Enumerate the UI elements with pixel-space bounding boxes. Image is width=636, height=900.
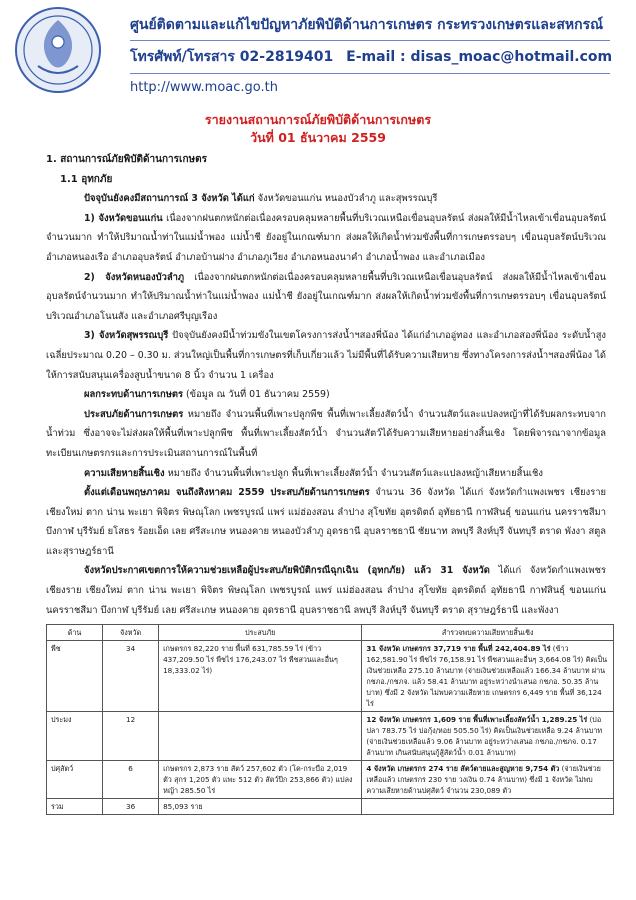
affected-provinces: ตั้งแต่เดือนพฤษภาคม จนถึงสิงหาคม 2559 ประสบภัยด้านการเกษตร จำนวน 36 จังหวัด ได้แก่ จังหวัดกำแพงเพชร เชียงราย เชียงใหม่ ตาก น่าน พะเยา พิจิตร พิษณุโลก เพชรบูรณ์ แพร่ แม่ฮ่องสอน ลำปาง สุโขทัย อุตรดิตถ์ อุทัยธานี กาฬสินธุ์ ขอนแก่น นครราชสีมา บึงกาฬ บุรีรัมย์ ยโสธร ร้อยเอ็ด เลย ศรีสะเกษ หนองคาย หนองบัวลำภู อุดรธานี อุบลราชธานี ชัยนาท ลพบุรี สิงห์บุรี จันทบุรี ตราด พังงา สตูล และสุราษฎร์ธานี — [46, 487, 606, 557]
column-header: จังหวัด — [103, 625, 159, 641]
subsection-heading: 1.1 อุทกภัย — [60, 173, 113, 185]
column-header: ประสบภัย — [159, 625, 362, 641]
sector-cell: รวม — [47, 799, 103, 815]
page-header — [0, 0, 636, 100]
impact-table — [46, 624, 614, 815]
sector-cell: พืช — [47, 641, 103, 712]
province-count-cell: 34 — [103, 641, 159, 712]
affected-cell: เกษตรกร 82,220 ราย พื้นที่ 631,785.59 ไร่ (ข้าว 437,209.50 ไร่ พืชไร่ 176,243.07 ไร่ พืชสวนและอื่นๆ 18,333.02 ไร่) — [159, 641, 362, 712]
column-header: ด้าน — [47, 625, 103, 641]
sector-cell: ประมง — [47, 712, 103, 761]
column-header: สำรวจพบความเสียหายสิ้นเชิง — [362, 625, 614, 641]
ministry-seal-logo — [14, 6, 102, 94]
loss-cell: 31 จังหวัด เกษตรกร 37,719 ราย พื้นที่ 242,404.89 ไร่ (ข้าว 162,581.90 ไร่ พืชไร่ 76,158.91 ไร่ พืชสวนและอื่นๆ 3,664.08 ไร่) คิดเป็นเงินช่วยเหลือ 275.10 ล้านบาท (จ่ายเงินช่วยเหลือแล้ว 166.34 ล้านบาท ผ่าน กชภอ./กชภจ. แล้ว 58.41 ล้านบาท อยู่ระหว่างนำเสนอ กชภอ. 50.35 ล้านบาท) ซึ่งมี 2 จังหวัด ไม่พบความเสียหาย เกษตรกร 6,449 ราย พื้นที่ 36,124 ไร่ — [362, 641, 614, 712]
loss-cell — [362, 799, 614, 815]
section-heading: 1. สถานการณ์ภัยพิบัติด้านการเกษตร — [46, 154, 207, 165]
province-count-cell: 12 — [103, 712, 159, 761]
paragraph-suphan-buri: 3) จังหวัดสุพรรณบุรี ปัจจุบันยังคงมีน้ำท่วมขังในเขตโครงการส่งน้ำฯสองพี่น้อง ได้แก่อำเภออู่ทอง และอำเภอสองพี่น้อง ระดับน้ำสูงเฉลี่ยประมาณ 0.20 – 0.30 ม. ส่วนใหญ่เป็นพื้นที่การเกษตรที่เก็บเกี่ยวแล้ว ไม่มีพื้นที่ได้รับความเสียหาย ซึ่งทางโครงการส่งน้ำฯสองพี่น้อง ได้ให้การสนับสนุนเครื่องสูบน้ำขนาด 8 นิ้ว จำนวน 1 เครื่อง — [46, 330, 607, 381]
paragraph-nong-bua-lamphu: 2) จังหวัดหนองบัวลำภู เนื่องจากฝนตกหนักต่อเนื่องครอบคลุมหลายพื้นที่บริเวณเหนือเขื่อนอุบลรัตน์ ส่งผลให้มีน้ำไหลเข้าเขื่อนอุบลรัตน์จำนวนมาก ทำให้ปริมาณน้ำท่าในแม่น้ำพอง แม่น้ำชี ยังอยู่ในเกณฑ์มาก ส่งผลให้เกิดน้ำท่วมขังพื้นที่การเกษตรรอบๆ เขื่อนอุบลรัตน์ บริเวณอำเภอโนนสัง และอำเภอศรีบุญเรือง — [46, 271, 606, 322]
definition-affected: ประสบภัยด้านการเกษตร หมายถึง จำนวนพื้นที่เพาะปลูกพืช พื้นที่เพาะเลี้ยงสัตว์น้ำ จำนวนสัตว์และแปลงหญ้าที่ได้รับผลกระทบจากน้ำท่วม ซึ่งอาจจะไม่ส่งผลให้พื้นที่เพาะปลูกพืช พื้นที่เพาะเลี้ยงสัตว์น้ำ จำนวนสัตว์ได้รับความเสียหายอย่างสิ้นเชิง โดยพิจารณาจากข้อมูลทะเบียนเกษตรกรและการประเมินสถานการณ์ในพื้นที่ — [46, 408, 606, 459]
affected-cell: 85,093 ราย — [159, 799, 362, 815]
paragraph-khon-kaen: 1) จังหวัดขอนแก่น เนื่องจากฝนตกหนักต่อเนื่องครอบคลุมหลายพื้นที่บริเวณเหนือเขื่อนอุบลรัตน์ ส่งผลให้มีน้ำไหลเข้าเขื่อนอุบลรัตน์จำนวนมาก ทำให้ปริมาณน้ำท่าในแม่น้ำพอง แม่น้ำชี ยังอยู่ในเกณฑ์มาก ส่งผลให้เกิดน้ำท่วมขังพื้นที่การเกษตรรอบๆ เขื่อนอุบลรัตน์บริเวณอำเภอหนองเรือ อำเภออุบลรัตน์ อำเภอบ้านฝาง อำเภอภูเวียง อำเภอหนองนาคำ อำเภอน้ำพอง และอำเภอเมือง — [46, 212, 606, 263]
email-address: E-mail : disas_moac@hotmail.com — [346, 49, 613, 65]
divider — [130, 73, 610, 74]
table-total-row — [47, 799, 614, 815]
report-body — [46, 150, 606, 620]
impact-heading: ผลกระทบด้านการเกษตร (ข้อมูล ณ วันที่ 01 ธันวาคม 2559) — [84, 389, 330, 401]
divider — [130, 40, 610, 41]
report-title: รายงานสถานการณ์ภัยพิบัติด้านการเกษตร — [204, 112, 432, 127]
province-count-cell: 36 — [103, 799, 159, 815]
affected-cell — [159, 712, 362, 761]
contact-line — [130, 46, 612, 68]
affected-cell: เกษตรกร 2,873 ราย สัตว์ 257,602 ตัว (โค-กระบือ 2,019 ตัว สุกร 1,205 ตัว แพะ 512 ตัว สัตว์ปีก 253,866 ตัว) แปลงหญ้า 285.50 ไร่ — [159, 761, 362, 799]
phone-number: โทรศัพท์/โทรสาร 02-2819401 — [130, 49, 334, 65]
organization-name: ศูนย์ติดตามและแก้ไขปัญหาภัยพิบัติด้านการเกษตร กระทรวงเกษตรและสหกรณ์ — [130, 17, 604, 33]
loss-cell: 12 จังหวัด เกษตรกร 1,609 ราย พื้นที่เพาะเลี้ยงสัตว์น้ำ 1,289.25 ไร่ (บ่อปลา 783.75 ไร่ บ่อกุ้ง/หอย 505.50 ไร่) คิดเป็นเงินช่วยเหลือ 9.24 ล้านบาท (จ่ายเงินช่วยเหลือแล้ว 9.06 ล้านบาท อยู่ระหว่างเสนอ กชภอ./กชภจ. 0.17 ล้านบาท เกินสนับสนุนกู้สู้สัตว์น้ำ 0.01 ล้านบาท) — [362, 712, 614, 761]
website-link[interactable]: http://www.moac.go.th — [130, 80, 278, 95]
current-situation: ปัจจุบันยังคงมีสถานการณ์ 3 จังหวัด ได้แก่ จังหวัดขอนแก่น หนองบัวลำภู และสุพรรณบุรี — [84, 193, 438, 205]
report-date: วันที่ 01 ธันวาคม 2559 — [250, 130, 386, 145]
table-row — [47, 761, 614, 799]
table-row — [47, 712, 614, 761]
province-count-cell: 6 — [103, 761, 159, 799]
table-row — [47, 641, 614, 712]
declared-provinces: จังหวัดประกาศเขตการให้ความช่วยเหลือผู้ประสบภัยพิบัติกรณีฉุกเฉิน (อุทกภัย) แล้ว 31 จังหวัด ได้แก่ จังหวัดกำแพงเพชร เชียงราย เชียงใหม่ ตาก น่าน พะเยา พิจิตร พิษณุโลก เพชรบูรณ์ แพร่ แม่ฮ่องสอน ลำปาง สุโขทัย อุตรดิตถ์ อุทัยธานี กาฬสินธุ์ ขอนแก่น นครราชสีมา บึงกาฬ บุรีรัมย์ เลย ศรีสะเกษ หนองคาย อุดรธานี อุบลราชธานี ลพบุรี สิงห์บุรี จันทบุรี ตราด สุราษฎร์ธานี และพังงา — [46, 565, 606, 616]
loss-cell: 4 จังหวัด เกษตรกร 274 ราย สัตว์ตายและสูญหาย 9,754 ตัว (จ่ายเงินช่วยเหลือแล้ว เกษตรกร 230 ราย วงเงิน 0.74 ล้านบาท) ซึ่งมี 1 จังหวัด ไม่พบความเสียหายด้านปศุสัตว์ จำนวน 230,089 ตัว — [362, 761, 614, 799]
sector-cell: ปศุสัตว์ — [47, 761, 103, 799]
definition-total-loss: ความเสียหายสิ้นเชิง หมายถึง จำนวนพื้นที่เพาะปลูก พื้นที่เพาะเลี้ยงสัตว์น้ำ จำนวนสัตว์และแปลงหญ้าเสียหายสิ้นเชิง — [84, 467, 543, 479]
table-header-row — [47, 625, 614, 641]
